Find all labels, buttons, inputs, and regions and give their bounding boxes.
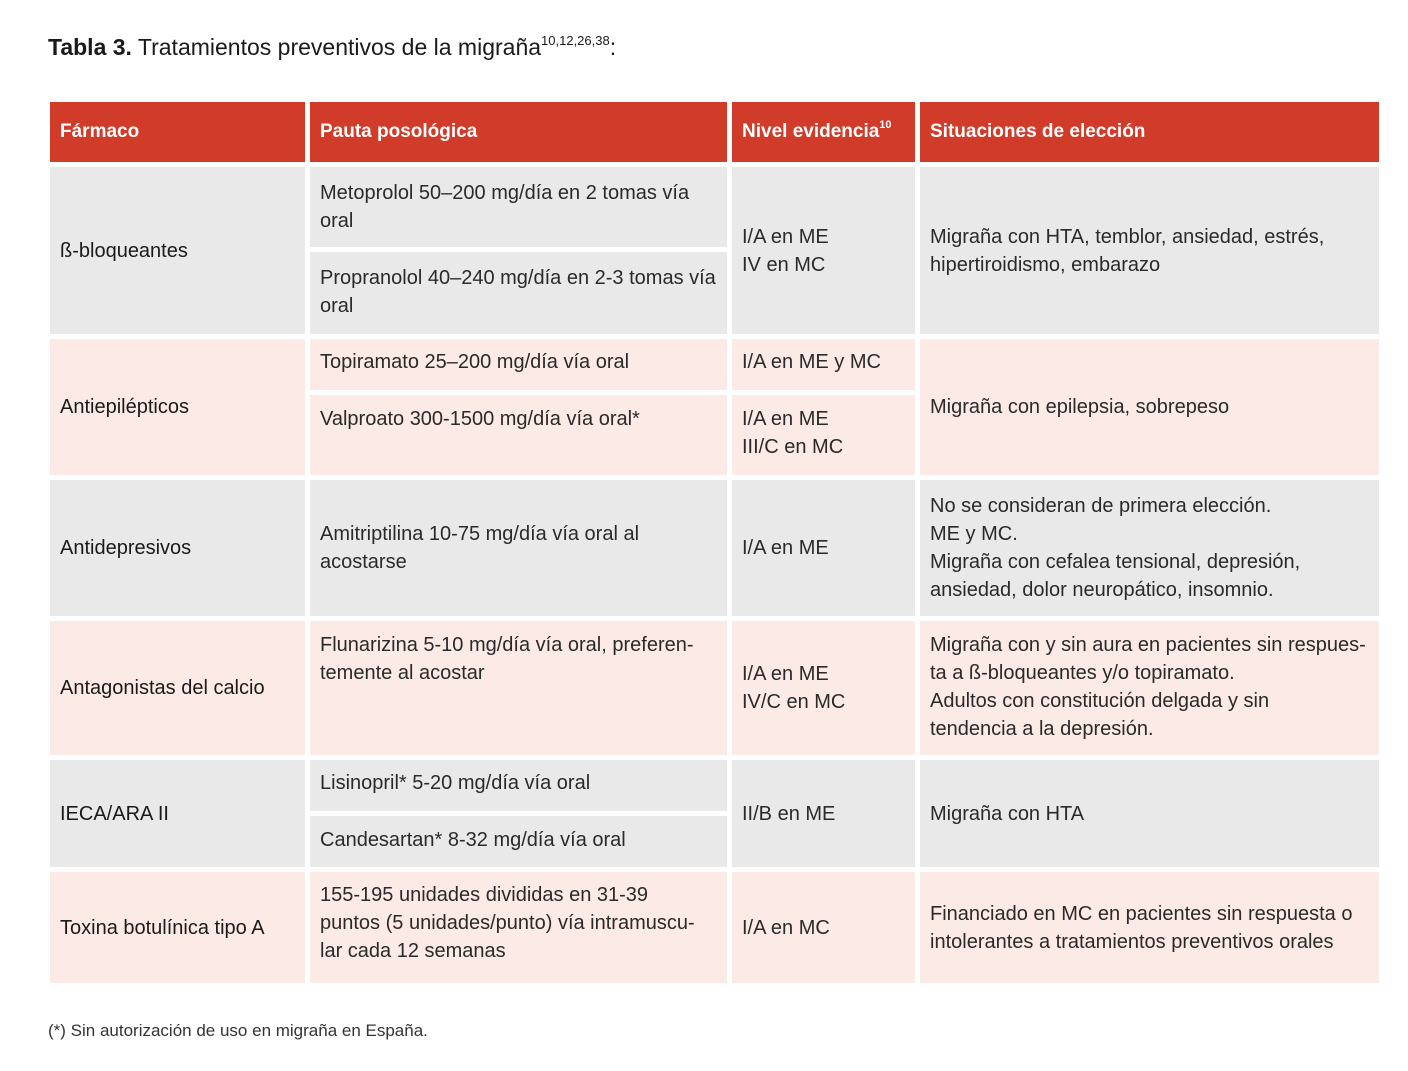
table-row — [50, 872, 1379, 983]
header-evidence-ref: 10 — [879, 119, 892, 131]
evidence-cell: I/A en ME III/C en MC — [732, 395, 915, 475]
table-header-row — [50, 102, 1379, 162]
drug-cell: Antiepilépticos — [50, 339, 305, 475]
header-situations: Situaciones de elección — [920, 102, 1379, 162]
header-dosage: Pauta posológica — [310, 102, 727, 162]
drug-cell: IECA/ARA II — [50, 760, 305, 867]
situation-cell: Migraña con HTA — [920, 760, 1379, 867]
caption-refs: 10,12,26,38 — [541, 33, 610, 48]
table-row — [50, 621, 1379, 755]
header-evidence: Nivel evidencia$^{10}$ — [732, 102, 915, 162]
situation-cell: Financiado en MC en pacientes sin respuesta o intolerantes a tratamientos preventivos orales — [920, 872, 1379, 983]
dosage-cell: Metoprolol 50–200 mg/día en 2 tomas vía oral — [310, 167, 727, 247]
evidence-cell: I/A en ME IV/C en MC — [732, 621, 915, 755]
dosage-cell: Flunarizina 5-10 mg/día vía oral, preferen- temente al acostar — [310, 621, 727, 755]
drug-cell: Antagonistas del calcio — [50, 621, 305, 755]
dosage-cell: Lisinopril* 5-20 mg/día vía oral — [310, 760, 727, 811]
table-row — [50, 480, 1379, 616]
situation-cell: Migraña con epilepsia, sobrepeso — [920, 339, 1379, 475]
evidence-cell: I/A en ME y MC — [732, 339, 915, 390]
caption-suffix: : — [609, 34, 617, 60]
evidence-cell: I/A en ME — [732, 480, 915, 616]
drug-cell: Toxina botulínica tipo A — [50, 872, 305, 983]
situation-cell: Migraña con y sin aura en pacientes sin respues- ta a ß-bloqueantes y/o topiramato. Adultos con constitución delgada y sin tendencia a la depresión. — [920, 621, 1379, 755]
drug-cell: ß-bloqueantes — [50, 167, 305, 334]
dosage-cell: Amitriptilina 10-75 mg/día vía oral al acostarse — [310, 480, 727, 616]
table-row — [50, 339, 1379, 390]
dosage-cell: 155-195 unidades divididas en 31-39 puntos (5 unidades/punto) vía intramuscu- lar cada 12 semanas — [310, 872, 727, 983]
evidence-cell: I/A en ME IV en MC — [732, 167, 915, 334]
caption-label: Tabla 3. — [48, 34, 132, 60]
table-row — [50, 167, 1379, 247]
dosage-cell: Valproato 300-1500 mg/día vía oral* — [310, 395, 727, 475]
caption-text: Tratamientos preventivos de la migraña — [131, 34, 542, 60]
table-caption — [48, 32, 616, 62]
header-drug: Fármaco — [50, 102, 305, 162]
dosage-cell: Propranolol 40–240 mg/día en 2-3 tomas vía oral — [310, 252, 727, 334]
treatments-table — [45, 97, 1384, 988]
dosage-cell: Topiramato 25–200 mg/día vía oral — [310, 339, 727, 390]
evidence-cell: II/B en ME — [732, 760, 915, 867]
dosage-cell: Candesartan* 8-32 mg/día vía oral — [310, 816, 727, 867]
evidence-cell: I/A en MC — [732, 872, 915, 983]
table-footnote: (*) Sin autorización de uso en migraña en España. — [48, 1021, 428, 1040]
situation-cell: Migraña con HTA, temblor, ansiedad, estrés, hipertiroidismo, embarazo — [920, 167, 1379, 334]
drug-cell: Antidepresivos — [50, 480, 305, 616]
situation-cell: No se consideran de primera elección. ME y MC. Migraña con cefalea tensional, depresión, ansiedad, dolor neuropático, insomnio. — [920, 480, 1379, 616]
table-row — [50, 760, 1379, 811]
